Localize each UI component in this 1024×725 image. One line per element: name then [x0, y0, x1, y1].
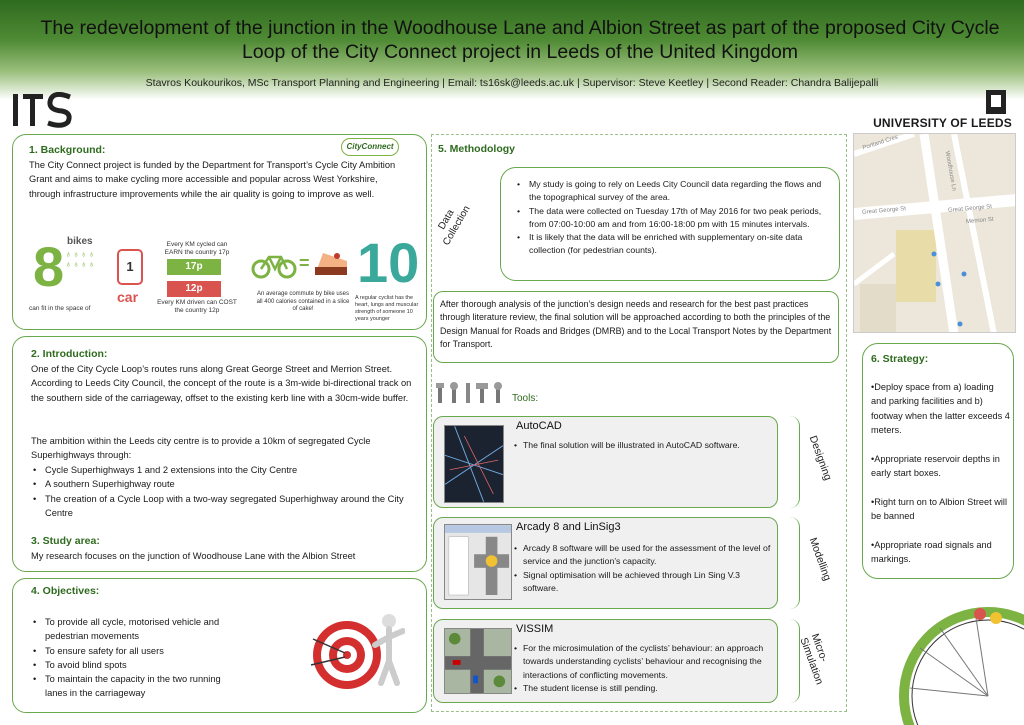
arcady-title: Arcady 8 and LinSig3 — [516, 521, 621, 533]
introduction-para-1: One of the City Cycle Loop’s routes runs along Great George Street and Merrion Street. According to Leeds City Council, the concept of the route is a 3m-wide bi-directional track on the southern side of the carriageway, offset to the existing kerb line with a 30cm-wide buffer. — [31, 364, 412, 403]
bicycle-wheel-icon — [880, 588, 1024, 725]
list-item: • Cycle Superhighways 1 and 2 extensions into the City Centre — [31, 463, 411, 477]
list-item: • Signal optimisation will be achieved through Lin Sing V.3 software. — [514, 569, 776, 596]
methodology-heading: 5. Methodology — [438, 143, 515, 155]
city-connect-logo: CityConnect — [341, 138, 399, 156]
modelling-label: Modelling — [806, 536, 834, 583]
tools-icon — [436, 381, 508, 405]
map-label: Great George St — [947, 204, 993, 214]
objectives-list — [31, 615, 241, 701]
bikes-label: bikes — [67, 236, 93, 247]
car-label: car — [117, 289, 139, 305]
vissim-screenshot — [444, 628, 512, 694]
study-area-map — [853, 133, 1016, 333]
tools-label: Tools: — [512, 393, 539, 404]
autocad-list — [514, 439, 776, 452]
list-item: • To ensure safety for all users — [31, 644, 241, 658]
simulation-brace — [786, 619, 800, 703]
bicycle-icon — [251, 251, 297, 279]
modelling-brace — [786, 517, 800, 609]
data-collection-label: Data Collection — [436, 203, 473, 248]
strategy-heading: 6. Strategy: — [871, 353, 929, 365]
designing-label: Designing — [806, 434, 834, 482]
data-collection-box — [500, 167, 840, 281]
analysis-box — [433, 291, 839, 363]
strategy-item: •Appropriate reservoir depths in early start boxes. — [871, 454, 1000, 479]
list-item: • It is likely that the data will be enriched with supplementary on-site data collection (for pedestrian counts). — [515, 231, 833, 258]
bikes-icon-grid: ♁♁♁♁ ♁♁♁♁ — [65, 249, 96, 269]
map-label: Merrion St — [965, 216, 994, 226]
introduction-para-2: The ambition within the Leeds city centre is to provide a 10km of segregated Cycle Superhighways through: — [31, 436, 371, 461]
arcady-screenshot — [444, 524, 512, 600]
author-line: Stavros Koukourikos, MSc Transport Planning and Engineering | Email: ts16sk@leeds.ac.uk | Supervisor: Steve Keetley | Second Reader: Chandra Balijepalli — [145, 77, 879, 89]
designing-brace — [786, 416, 800, 508]
objectives-section — [12, 578, 427, 713]
map-label: Woodhouse Ln — [943, 150, 957, 192]
list-item: • My study is going to rely on Leeds City Council data regarding the flows and the topographical survey of the area. — [515, 178, 833, 205]
cost-label: Every KM driven can COST the country 12p — [157, 299, 237, 314]
introduction-heading: 2. Introduction: — [31, 348, 108, 360]
simulation-label: Micro-Simulation — [797, 632, 830, 687]
autocad-title: AutoCAD — [516, 420, 562, 432]
introduction-list — [31, 463, 411, 520]
cake-icon — [313, 251, 349, 277]
vissim-box — [433, 619, 778, 703]
poster-title: The redevelopment of the junction in the Woodhouse Lane and Albion Street as part of the proposed City Cycle Loop of the City Connect project in Leeds of the United Kingdom — [40, 17, 1000, 63]
strategy-section — [862, 343, 1014, 579]
map-label: Great George St — [861, 206, 907, 216]
analysis-text: After thorough analysis of the junction’s design needs and research for the best past practices through literature review, the final solution will be approached according to both the principles of the Design Manual for Roads and Bridges (DMRB) and to the Local Transport Notes by the Department for Transport. — [440, 299, 832, 350]
ten-number: 10 — [357, 231, 420, 294]
earn-label: Every KM cycled can EARN the country 17p — [164, 241, 230, 256]
study-area-heading: 3. Study area: — [31, 535, 100, 547]
arcady-list — [514, 542, 776, 595]
bikes-number: 8 — [33, 235, 65, 298]
list-item: • The final solution will be illustrated in AutoCAD software. — [514, 439, 776, 452]
list-item: • Arcady 8 software will be used for the assessment of the level of service and the junction’s capacity. — [514, 542, 776, 569]
car-number: 1 — [117, 249, 143, 285]
earn-value: 17p — [167, 259, 221, 275]
arcady-box — [433, 517, 778, 609]
introduction-section — [12, 336, 427, 572]
background-text: The City Connect project is funded by the Department for Transport’s Cycle City Ambition Grant and aims to make cycling more accessible and popular across West Yorkshire, through infrastructure improvements while the air quality is going to improve as well. — [29, 160, 396, 199]
list-item: • The data were collected on Tuesday 17th of May 2016 for two peak periods, from 07:00-10:00 am and from 16:00-18:00 pm with 15 minutes intervals. — [515, 205, 833, 232]
ten-label: A regular cyclist has the heart, lungs and muscular strength of someone 10 years younger — [355, 295, 419, 322]
autocad-screenshot — [444, 425, 504, 503]
its-logo — [12, 92, 74, 128]
autocad-box — [433, 416, 778, 508]
vissim-title: VISSIM — [516, 623, 554, 635]
vissim-list — [514, 642, 776, 695]
list-item: • To maintain the capacity in the two running lanes in the carriageway — [31, 672, 241, 701]
list-item: • To avoid blind spots — [31, 658, 241, 672]
strategy-item: •Appropriate road signals and markings. — [871, 540, 992, 565]
strategy-item: •Right turn on to Albion Street will be banned — [871, 497, 1007, 522]
cost-value: 12p — [167, 281, 221, 297]
list-item: • To provide all cycle, motorised vehicle and pedestrian movements — [31, 615, 241, 644]
data-collection-list — [515, 178, 833, 258]
space-label: can fit in the space of — [29, 305, 91, 312]
target-icon — [309, 603, 405, 699]
list-item: • For the microsimulation of the cyclists’ behaviour: an approach towards understanding cyclists’ behaviour and recognising the interactions of conflicting movements. — [514, 642, 776, 682]
crest-icon — [986, 90, 1006, 114]
list-item: • A southern Superhighway route — [31, 477, 411, 491]
university-logo: UNIVERSITY OF LEEDS — [886, 90, 1012, 130]
objectives-heading: 4. Objectives: — [31, 585, 100, 597]
map-label: Portland Cres — [861, 134, 899, 152]
list-item: • The student license is still pending. — [514, 682, 776, 695]
background-section — [12, 134, 427, 330]
equals-icon: = — [299, 253, 310, 273]
list-item: • The creation of a Cycle Loop with a two-way segregated Superhighway around the City Centre — [31, 492, 411, 521]
background-heading: 1. Background: — [29, 144, 106, 156]
cycling-infographic — [29, 233, 421, 321]
commute-label: An average commute by bike uses all 400 calories contained in a slice of cake! — [256, 291, 350, 312]
study-area-text: My research focuses on the junction of Woodhouse Lane with the Albion Street — [31, 551, 356, 561]
map-roads — [854, 134, 1016, 333]
strategy-item: •Deploy space from a) loading and parking facilities and b) footway when the latter exceeds 4 meters. — [871, 382, 1010, 436]
